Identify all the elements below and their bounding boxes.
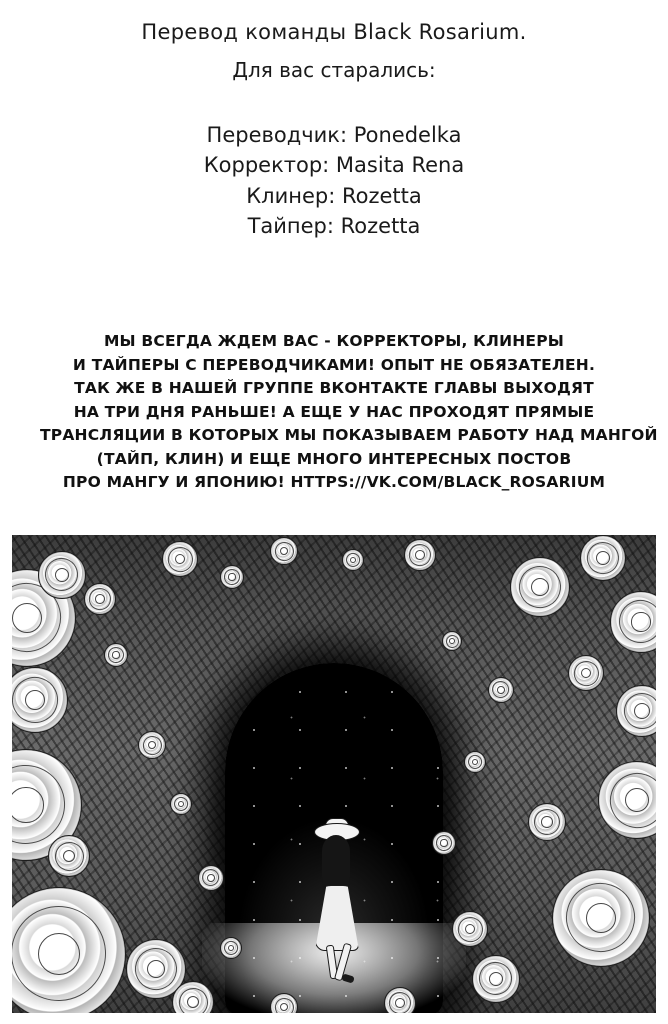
announcement-line-2: И ТАЙПЕРЫ С ПЕРЕВОДЧИКАМИ! ОПЫТ НЕ ОБЯЗАТЕЛЕН. xyxy=(72,355,596,374)
rose-flower xyxy=(488,677,514,703)
credits-role-typesetter: Тайпер: Rozetta xyxy=(247,214,421,239)
rose-flower xyxy=(568,655,604,691)
rose-flower xyxy=(580,535,626,581)
announcement-line-3: ТАК ЖЕ В НАШЕЙ ГРУППЕ ВКОНТАКТЕ ГЛАВЫ ВЫХОДЯТ xyxy=(74,379,594,398)
credits-subtitle: Для вас старались: xyxy=(232,58,436,82)
credits-roles xyxy=(0,120,668,242)
announcement-line-1: МЫ ВСЕГДА ЖДЕМ ВАС - КОРРЕКТОРЫ, КЛИНЕРЫ xyxy=(103,332,565,350)
rose-flower xyxy=(404,539,436,571)
rose-flower xyxy=(510,557,570,617)
credits-title: Перевод команды Black Rosarium. xyxy=(141,20,527,44)
announcement-line-6: (ТАЙП, КЛИН) И ЕЩЕ МНОГО ИНТЕРЕСНЫХ ПОСТОВ xyxy=(96,449,572,468)
announcement-block xyxy=(0,330,668,495)
announcement-line-5: ТРАНСЛЯЦИИ В КОТОРЫХ МЫ ПОКАЗЫВАЕМ РАБОТУ НАД МАНГОЙ xyxy=(40,426,658,445)
rose-flower xyxy=(528,803,566,841)
rose-flower xyxy=(442,631,462,651)
rose-flower xyxy=(472,955,520,1003)
rose-flower xyxy=(220,937,242,959)
panel-background xyxy=(12,535,656,1013)
rose-flower xyxy=(220,565,244,589)
rose-flower xyxy=(138,731,166,759)
rose-flower xyxy=(464,751,486,773)
credits-role-translator: Переводчик: Ponedelka xyxy=(206,123,462,147)
rose-flower xyxy=(384,987,416,1013)
shoe xyxy=(341,973,354,983)
announcement-line-4: НА ТРИ ДНЯ РАНЬШЕ! А ЕЩЕ У НАС ПРОХОДЯТ ПРЯМЫЕ xyxy=(73,402,595,421)
rose-flower xyxy=(104,643,128,667)
credits-role-cleaner: Клинер: Rozetta xyxy=(246,183,422,208)
girl-character xyxy=(306,823,366,993)
rose-flower xyxy=(84,583,116,615)
credits-block xyxy=(0,0,668,242)
manga-panel xyxy=(12,535,656,1013)
rose-flower xyxy=(162,541,198,577)
rose-flower xyxy=(48,835,90,877)
rose-flower xyxy=(552,869,650,967)
announcement-line-7: ПРО МАНГУ И ЯПОНИЮ! HTTPS://VK.COM/BLACK_ROSARIUM xyxy=(62,473,606,492)
credits-role-proofreader: Корректор: Masita Rena xyxy=(203,153,465,178)
rose-flower xyxy=(198,865,224,891)
rose-flower xyxy=(342,549,364,571)
rose-flower xyxy=(452,911,488,947)
rose-flower xyxy=(432,831,456,855)
rose-flower xyxy=(38,551,86,599)
rose-flower xyxy=(170,793,192,815)
rose-flower xyxy=(270,537,298,565)
dress xyxy=(315,885,359,951)
rose-flower xyxy=(270,993,298,1013)
